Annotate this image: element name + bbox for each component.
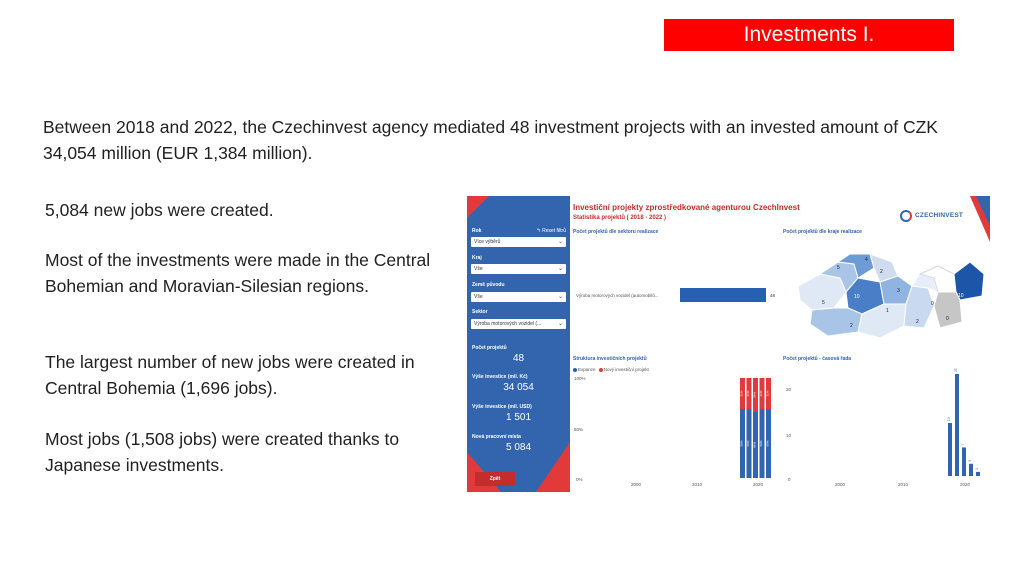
region-label: 5 <box>822 300 825 306</box>
slide-title: Investments I. <box>664 19 954 51</box>
timeline-data-label: 13 <box>947 417 951 421</box>
czech-region-map[interactable] <box>788 248 988 344</box>
filter-country-label: Země původu <box>472 282 505 288</box>
filter-country-select[interactable] <box>471 292 566 302</box>
y-tick: 50% <box>574 427 584 432</box>
metric-jobs-value: 5 084 <box>505 442 532 453</box>
region-label: 3 <box>897 288 900 294</box>
legend-dot-new <box>599 368 603 372</box>
dashboard-subtitle: Statistika projektů ( 2018 - 2022 ) <box>573 215 667 221</box>
region-label: 2 <box>850 323 853 329</box>
timeline-panel-title: Počet projektů - časová řada <box>783 356 852 362</box>
metric-czk-label: Výše investice (mil. Kč) <box>472 374 528 380</box>
dashboard-sidebar <box>467 196 570 492</box>
structure-data-label: 69% <box>759 440 763 447</box>
chevron-down-icon: ⌄ <box>557 321 563 327</box>
region-panel-title: Počet projektů dle kraje realizace <box>783 229 862 235</box>
filter-country-value: Vše <box>474 294 483 300</box>
decor-triangle <box>976 196 990 226</box>
structure-data-label: 69% <box>765 440 770 447</box>
timeline-bar[interactable] <box>955 374 959 476</box>
filter-sector-label: Sektor <box>472 309 488 315</box>
region-label: 0 <box>931 301 934 307</box>
legend-expanze: Expanze <box>578 367 596 372</box>
czechinvest-logo <box>900 209 964 223</box>
x-tick: 2020 <box>960 482 971 487</box>
sector-bar-label: Výroba motorových vozidel (automobilů... <box>576 293 659 298</box>
chevron-down-icon: ⌄ <box>557 294 563 300</box>
filter-region-value: Vše <box>474 266 483 272</box>
filter-year-label: Rok <box>472 228 482 234</box>
structure-data-label: 69% <box>746 440 750 447</box>
structure-data-label: 69% <box>739 440 744 447</box>
dashboard-title: Investiční projekty zprostředkované agenturou CzechInvest <box>573 203 800 212</box>
metric-usd-label: Výše investice (mil. USD) <box>472 404 532 410</box>
legend-dot-expanze <box>573 368 577 372</box>
timeline-chart[interactable] <box>948 366 984 480</box>
region-label: 2 <box>916 319 919 325</box>
filter-sector-select[interactable] <box>471 319 566 329</box>
metric-usd-value: 1 501 <box>505 412 532 423</box>
decor-triangle <box>467 196 489 218</box>
timeline-data-label: 7 <box>961 443 965 446</box>
y-tick: 100% <box>574 376 586 381</box>
japanese-text: Most jobs (1,508 jobs) were created thanks to Japanese investments. <box>45 429 400 475</box>
metric-projects-label: Počet projektů <box>472 345 507 351</box>
dashboard-screenshot <box>467 196 990 492</box>
chevron-down-icon: ⌄ <box>557 239 563 245</box>
intro-text: Between 2018 and 2022, the Czechinvest agency mediated 48 investment projects with an invested amount of CZK 34,054 million (EUR 1,384 million). <box>43 117 938 163</box>
structure-legend <box>573 367 649 372</box>
x-tick: 2010 <box>692 482 703 487</box>
timeline-bar[interactable] <box>969 464 973 476</box>
back-button[interactable]: Zpět <box>475 472 515 486</box>
y-tick: 20 <box>786 387 792 392</box>
regions-text: Most of the investments were made in the Central Bohemian and Moravian-Silesian regions. <box>45 250 431 296</box>
metric-czk-value: 34 054 <box>503 382 534 393</box>
region-label: 4 <box>865 257 868 263</box>
y-tick: 0% <box>576 477 583 482</box>
structure-chart[interactable] <box>740 378 780 480</box>
timeline-bar[interactable] <box>962 447 966 476</box>
metric-jobs-label: Nová pracovní místa <box>472 434 521 440</box>
logo-text: CZECHINVEST <box>915 212 964 219</box>
timeline-data-label: 1 <box>975 468 979 470</box>
region-label: 1 <box>886 308 889 314</box>
timeline-data-label: 3 <box>968 459 972 462</box>
timeline-bar[interactable] <box>948 423 952 476</box>
filter-year-select[interactable] <box>471 237 566 247</box>
x-tick: 2010 <box>898 482 909 487</box>
region-label: 0 <box>946 316 949 322</box>
x-tick: 2000 <box>631 482 642 487</box>
timeline-bar[interactable] <box>976 472 980 476</box>
region-label: 2 <box>880 269 883 275</box>
structure-data-label: 31% <box>746 390 750 397</box>
metric-projects-value: 48 <box>512 353 525 364</box>
structure-data-label: 34% <box>752 391 757 399</box>
filter-year-value: Více výběrů <box>474 239 501 245</box>
reset-filters-button[interactable]: ↰ Reset filtrů <box>536 228 566 234</box>
chevron-down-icon: ⌄ <box>557 266 563 272</box>
sector-bar-value: 48 <box>770 293 776 298</box>
filter-sector-value: Výroba motorových vozidel (... <box>474 321 542 327</box>
legend-new: Nový investiční projekt <box>603 367 649 372</box>
timeline-data-label: 25 <box>954 368 958 372</box>
structure-data-label: 31% <box>739 390 744 397</box>
sector-bar[interactable] <box>680 288 766 302</box>
jobs-text: 5,084 new jobs were created. <box>45 200 274 220</box>
structure-data-label: 66% <box>752 441 757 449</box>
region-label: 10 <box>854 294 860 300</box>
structure-panel-title: Struktura investičních projektů <box>573 356 647 362</box>
region-shape <box>810 308 862 336</box>
y-tick: 10 <box>786 433 792 438</box>
filter-region-select[interactable] <box>471 264 566 274</box>
filter-region-label: Kraj <box>472 255 482 261</box>
logo-mark-icon <box>900 210 912 222</box>
y-tick: 0 <box>788 477 791 482</box>
central-bohemia-text: The largest number of new jobs were created in Central Bohemia (1,696 jobs). <box>45 352 415 398</box>
structure-data-label: 31% <box>759 390 763 397</box>
sector-panel-title: Počet projektů dle sektoru realizace <box>573 229 659 235</box>
region-label: 5 <box>837 265 840 271</box>
dashboard-main <box>570 196 990 492</box>
x-tick: 2000 <box>835 482 846 487</box>
region-label: 10 <box>958 293 964 299</box>
decor-triangle <box>536 442 570 492</box>
x-tick: 2020 <box>753 482 764 487</box>
structure-data-label: 31% <box>765 390 770 397</box>
